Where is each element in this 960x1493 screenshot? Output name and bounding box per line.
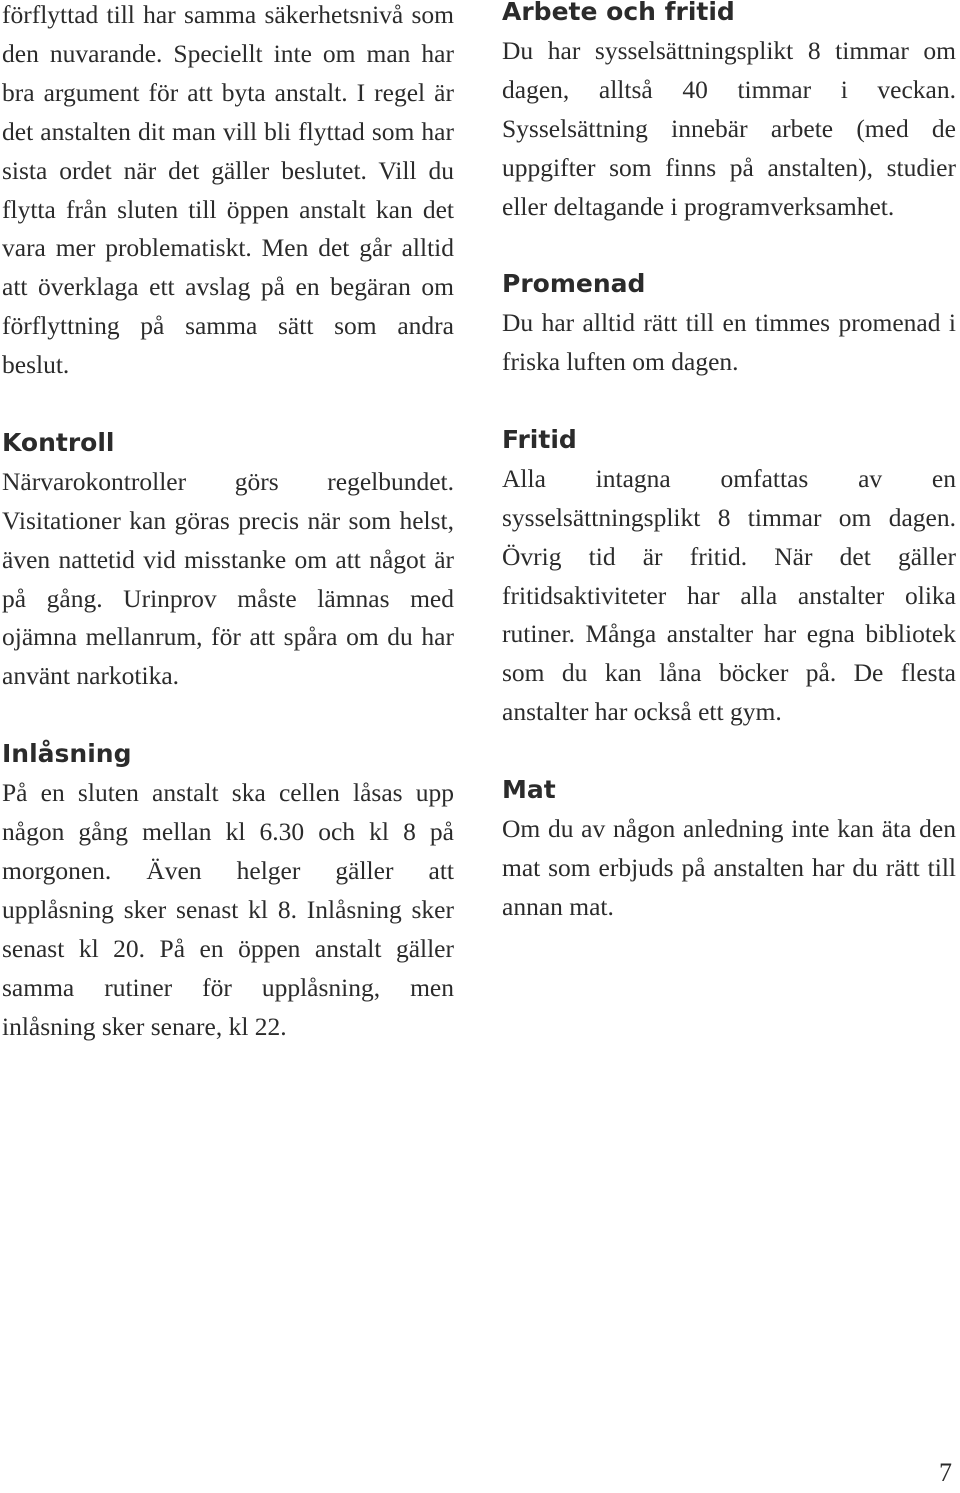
section-gap [502,382,956,421]
section-body-arbete-och-fritid: Du har sysselsättningsplikt 8 timmar om dagen, alltså 40 timmar i veckan. Sysselsättning innebär arbete (med de uppgifter som finns på anstalten), studier eller deltagande i programverksamhet. [502,35,956,221]
left-column [2,0,454,1046]
section-heading-kontroll: Kontroll [2,427,115,457]
section-gap [2,385,454,424]
section-body-inlasning: På en sluten anstalt ska cellen låsas upp någon gång mellan kl 6.30 och kl 8 på morgonen. Även helger gäller att upplåsning sker senast kl 8. Inlåsning sker senast kl 20. På en öppen anstalt gäller samma rutiner för upplåsning, men inlåsning sker senare, kl 22. [2,778,454,1041]
section-body-fritid: Alla intagna omfattas av en sysselsättningsplikt 8 timmar om dagen. Övrig tid är fritid. När det gäller fritidsaktiviteter har alla anstalter olika rutiner. Många anstalter har egna bibliotek som du kan låna böcker på. De flesta anstalter har också ett gym. [502,463,956,727]
section-body-kontroll: Närvarokontroller görs regelbundet. Visitationer kan göras precis när som helst, även nattetid vid misstanke om att något är på gång. Urinprov måste lämnas med ojämna mellanrum, för att spåra om du har använt narkotika. [2,466,454,691]
section-body-mat: Om du av någon anledning inte kan äta den mat som erbjuds på anstalten har du rätt till annan mat. [502,813,956,921]
section-gap [502,226,956,265]
section-gap [502,732,956,771]
section-heading-inlasning: Inlåsning [2,739,132,769]
section-gap [2,696,454,735]
section-heading-arbete-och-fritid: Arbete och fritid [502,0,735,26]
section-heading-promenad: Promenad [502,269,646,299]
intro-paragraph: förflyttad till har samma säkerhetsnivå som den nuvarande. Speciellt inte om man har bra argument för att byta anstalt. I regel är det anstalten dit man vill bli flyttad som har sista ordet när det gäller beslutet. Vill du flytta från sluten till öppen anstalt kan det vara mer problematiskt. Men det går alltid att överklaga ett avslag på en begäran om förflyttning på samma sätt som andra beslut. [2,0,454,380]
section-heading-mat: Mat [502,775,556,805]
section-heading-fritid: Fritid [502,424,577,454]
section-body-promenad: Du har alltid rätt till en timmes promenad i friska luften om dagen. [502,308,956,377]
page-number: 7 [939,1458,952,1487]
right-column [502,0,956,927]
